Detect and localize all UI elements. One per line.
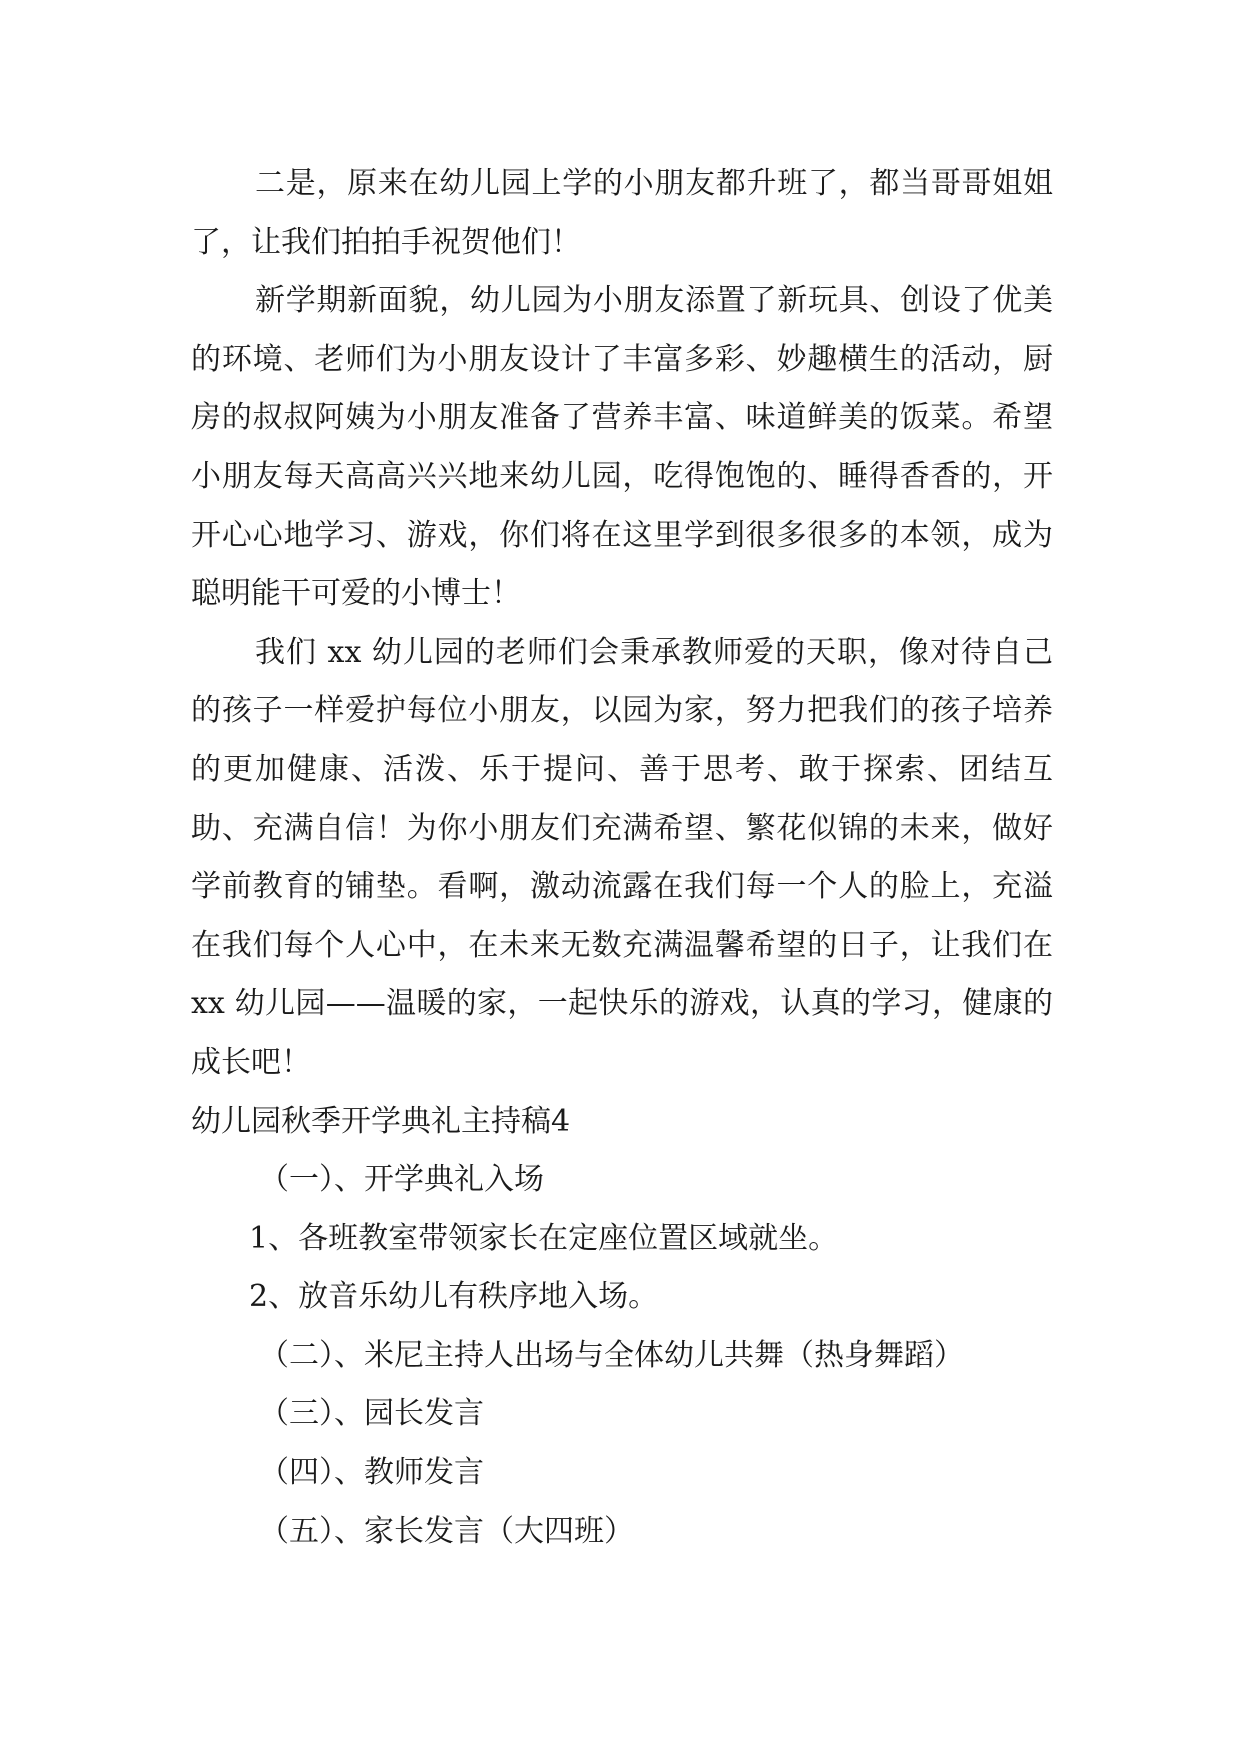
paragraph-congratulations: 二是，原来在幼儿园上学的小朋友都升班了，都当哥哥姐姐了，让我们拍拍手祝贺他们！ (191, 166, 1053, 260)
paragraph-teachers-commitment: 我们 xx 幼儿园的老师们会秉承教师爱的天职，像对待自己的孩子一样爱护每位小朋友，以园为家，努力把我们的孩子培养的更加健康、活泼、乐于提问、善于思考、敢于探索、团结互助、充满自信！为你小朋友们充满希望、繁花似锦的未来，做好学前教育的铺垫。看啊，激动流露在我们每一个人的脸上，充溢在我们每个人心中，在未来无数充满温馨希望的日子，让我们在 xx 幼儿园——温暖的家，一起快乐的游戏，认真的学习，健康的成长吧！ (191, 634, 1053, 1080)
section-heading: 幼儿园秋季开学典礼主持稿4 (191, 1103, 571, 1139)
document-body (191, 155, 1053, 1561)
outline-item-1: （一）、开学典礼入场 (259, 1162, 544, 1198)
paragraph-new-semester: 新学期新面貌，幼儿园为小朋友添置了新玩具、创设了优美的环境、老师们为小朋友设计了丰富多彩、妙趣横生的活动，厨房的叔叔阿姨为小朋友准备了营养丰富、味道鲜美的饭菜。希望小朋友每天高高兴兴地来幼儿园，吃得饱饱的、睡得香香的，开开心心地学习、游戏，你们将在这里学到很多很多的本领，成为聪明能干可爱的小博士！ (191, 283, 1053, 612)
outline-item-3: （三）、园长发言 (259, 1396, 484, 1432)
outline-item-2: （二）、米尼主持人出场与全体幼儿共舞（热身舞蹈） (259, 1337, 964, 1373)
outline-subitem-1: 1、各班教室带领家长在定座位置区域就坐。 (249, 1220, 839, 1256)
outline-subitem-2: 2、放音乐幼儿有秩序地入场。 (249, 1279, 659, 1315)
outline-item-4: （四）、教师发言 (259, 1455, 484, 1491)
outline-item-5: （五）、家长发言（大四班） (259, 1513, 634, 1549)
